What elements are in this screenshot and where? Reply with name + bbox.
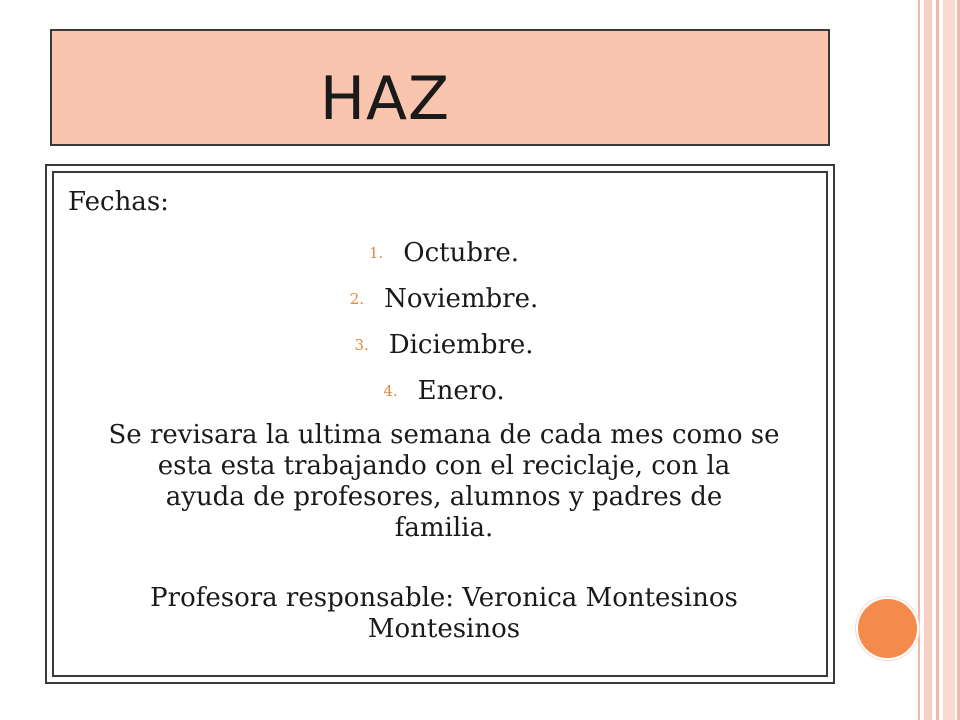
accent-circle: [856, 597, 919, 660]
list-item: [54, 321, 834, 367]
description-line: esta esta trabajando con el reciclaje, con la: [157, 451, 731, 481]
responsible-line: Montesinos: [367, 614, 521, 644]
description-line: ayuda de profesores, alumnos y padres de: [165, 482, 723, 512]
content-inner-border: [52, 171, 828, 677]
title-box: [50, 29, 830, 146]
fechas-label: Fechas:: [68, 187, 169, 217]
responsible-paragraph: [68, 583, 820, 645]
list-number: 2.: [349, 290, 365, 308]
date-list: [54, 229, 834, 413]
decorative-stripe: [924, 0, 932, 720]
list-item: [54, 229, 834, 275]
decorative-stripe: [918, 0, 920, 720]
responsible-line: Profesora responsable: Veronica Montesinos: [150, 583, 738, 613]
list-item: [54, 275, 834, 321]
list-item: [54, 367, 834, 413]
list-item-text: Octubre.: [403, 238, 520, 268]
list-item-text: Enero.: [417, 376, 505, 406]
list-number: 3.: [354, 336, 369, 354]
slide-title: HAZ: [319, 63, 451, 134]
description-paragraph: [68, 420, 820, 544]
description-line: Se revisara la ultima semana de cada mes como se: [108, 420, 780, 450]
content-box: [45, 164, 835, 684]
list-item-text: Noviembre.: [384, 284, 539, 314]
list-number: 1.: [368, 244, 384, 262]
list-item-text: Diciembre.: [388, 330, 534, 360]
decorative-stripe: [936, 0, 939, 720]
decorative-stripe: [943, 0, 955, 720]
description-line: familia.: [394, 513, 494, 543]
list-number: 4.: [383, 382, 398, 400]
